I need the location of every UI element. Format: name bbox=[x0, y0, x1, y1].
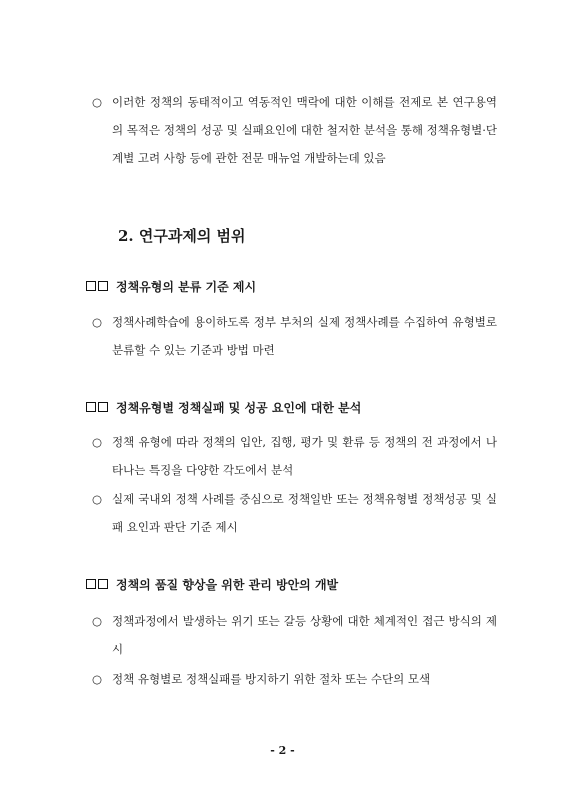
bullet-mark: ○ bbox=[92, 672, 103, 686]
list-item bbox=[92, 308, 497, 364]
list-item-text: 실제 국내외 정책 사례를 중심으로 정책일반 또는 정책유형별 정책성공 및 실패 요인과 판단 기준 제시 bbox=[112, 492, 497, 534]
subsection-title: 정책유형의 분류 기준 제시 bbox=[116, 280, 257, 294]
list-item bbox=[92, 485, 497, 541]
subsection-heading-2 bbox=[86, 399, 361, 416]
intro-paragraph bbox=[92, 88, 497, 172]
list-item-text: 정책사례학습에 용이하도록 정부 부처의 실제 정책사례를 수집하여 유형별로 분류할 수 있는 기준과 방법 마련 bbox=[112, 315, 497, 357]
subsection-heading-3 bbox=[86, 576, 338, 593]
list-item-text: 정책 유형별로 정책실패를 방지하기 위한 절차 또는 수단의 모색 bbox=[112, 672, 431, 686]
list-item bbox=[92, 607, 497, 663]
subsection-title: 정책의 품질 향상을 위한 관리 방안의 개발 bbox=[116, 578, 339, 592]
bullet-mark: ○ bbox=[92, 95, 103, 109]
list-item bbox=[92, 428, 497, 484]
list-item-text: 정책 유형에 따라 정책의 입안, 집행, 평가 및 환류 등 정책의 전 과정에서 나타나는 특징을 다양한 각도에서 분석 bbox=[112, 435, 497, 477]
section-title: 2. 연구과제의 범위 bbox=[118, 227, 246, 245]
subsection-title: 정책유형별 정책실패 및 성공 요인에 대한 분석 bbox=[116, 401, 362, 415]
double-box-icon bbox=[86, 401, 110, 415]
double-box-icon bbox=[86, 280, 110, 294]
bullet-mark: ○ bbox=[92, 614, 103, 628]
page-number: - 2 - bbox=[270, 744, 295, 757]
bullet-mark: ○ bbox=[92, 492, 103, 506]
list-item bbox=[92, 665, 497, 693]
subsection-heading-1 bbox=[86, 278, 256, 295]
bullet-mark: ○ bbox=[92, 315, 103, 329]
bullet-mark: ○ bbox=[92, 435, 103, 449]
list-item-text: 정책과정에서 발생하는 위기 또는 갈등 상황에 대한 체계적인 접근 방식의 제시 bbox=[112, 614, 497, 656]
double-box-icon bbox=[86, 578, 110, 592]
intro-text: 이러한 정책의 동태적이고 역동적인 맥락에 대한 이해를 전제로 본 연구용역의 목적은 정책의 성공 및 실패요인에 대한 철저한 분석을 통해 정책유형별·단계별 고려 사항 등에 관한 전문 매뉴얼 개발하는데 있음 bbox=[112, 95, 497, 165]
